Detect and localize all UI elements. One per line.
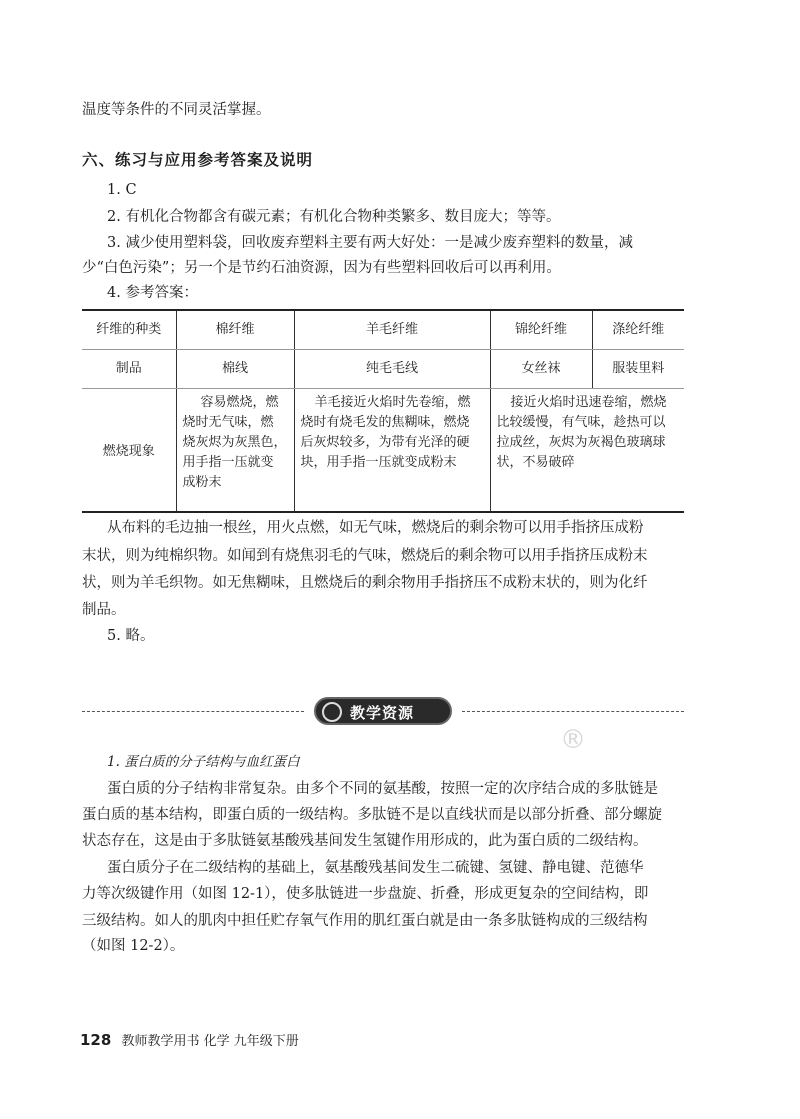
badge-label: 教学资源 (350, 704, 415, 722)
paragraph-line: 蛋白质的分子结构非常复杂。由多个不同的氨基酸，按照一定的次序结合成的多肽链是 (107, 781, 658, 797)
paragraph-line: 三级结构。如人的肌肉中担任贮存氧气作用的肌红蛋白就是由一条多肽链构成的三级结构 (82, 913, 648, 929)
answer-item-4: 4. 参考答案： (107, 285, 198, 301)
intro-line: 温度等条件的不同灵活掌握。 (82, 102, 271, 118)
teaching-resources-badge (314, 697, 452, 725)
table-cell: 棉线 (176, 350, 294, 389)
table-cell: 制品 (82, 350, 176, 389)
table-header-cell: 羊毛纤维 (294, 310, 490, 350)
teaching-resources-banner (82, 697, 684, 727)
table-cell-wool-burning: 羊毛接近火焰时先卷缩，燃 烧时有烧毛发的焦糊味，燃烧 后灰烬较多，为带有光泽的硬 块，用手指一压就变成粉末 (294, 389, 490, 513)
answer-item-2: 2. 有机化合物都含有碳元素；有机化合物种类繁多、数目庞大；等等。 (107, 209, 561, 225)
table-cell-cotton-burning: 容易燃烧，燃 烧时无气味，燃 烧灰烬为灰黑色， 用手指一压就变 成粉末 (176, 389, 294, 513)
page-footer (80, 1030, 299, 1049)
table-cell: 服装里料 (592, 350, 684, 389)
table-header-cell: 涤纶纤维 (592, 310, 684, 350)
paragraph-line: 末状，则为纯棉织物。如闻到有烧焦羽毛的气味，燃烧后的剩余物可以用手指挤压成粉末 (82, 548, 648, 564)
table-row-burning (82, 389, 684, 513)
fiber-table (82, 309, 684, 513)
page-number: 128 (80, 1031, 112, 1049)
paragraph-line: 从布料的毛边抽一根丝，用火点燃，如无气味，燃烧后的剩余物可以用手指挤压成粉 (107, 520, 644, 536)
watermark-mark: ® (560, 725, 586, 755)
paragraph-line: 状，则为羊毛织物。如无焦糊味，且燃烧后的剩余物用手指挤压不成粉末状的，则为化纤 (82, 575, 648, 591)
table-header-row (82, 310, 684, 350)
paragraph-line: （如图 12-2）。 (82, 938, 185, 954)
answer-item-3: 3. 减少使用塑料袋，回收废弃塑料主要有两大好处：一是减少废弃塑料的数量，减 (107, 235, 633, 251)
table-cell: 燃烧现象 (82, 389, 176, 513)
section-heading: 六、练习与应用参考答案及说明 (82, 151, 314, 169)
resource-subtitle: 1. 蛋白质的分子结构与血红蛋白 (107, 754, 300, 770)
table-header-cell: 纤维的种类 (82, 310, 176, 350)
table-header-cell: 锦纶纤维 (490, 310, 592, 350)
table-header-cell: 棉纤维 (176, 310, 294, 350)
answer-item-3-cont: 少“白色污染”；另一个是节约石油资源，因为有些塑料回收后可以再利用。 (82, 260, 561, 276)
paragraph-line: 状态存在，这是由于多肽链氨基酸残基间发生氢键作用形成的，此为蛋白质的二级结构。 (82, 833, 648, 849)
paragraph-line: 蛋白质分子在二级结构的基础上，氨基酸残基间发生二硫键、氢键、静电键、范德华 (107, 860, 644, 876)
paragraph-line: 制品。 (82, 602, 126, 618)
table-cell: 女丝袜 (490, 350, 592, 389)
paragraph-line: 蛋白质的基本结构，即蛋白质的一级结构。多肽链不是以直线状而是以部分折叠、部分螺旋 (82, 807, 662, 823)
book-title: 教师教学用书 化学 九年级下册 (121, 1034, 299, 1049)
swirl-logo-icon (322, 702, 342, 722)
answer-item-5: 5. 略。 (107, 628, 155, 644)
divider (82, 711, 304, 712)
table-row-products (82, 350, 684, 389)
paragraph-line: 力等次级键作用（如图 12-1），使多肽链进一步盘旋、折叠，形成更复杂的空间结构，即 (82, 886, 649, 902)
answer-item-1: 1. C (107, 182, 137, 198)
divider (462, 711, 684, 712)
table-cell: 纯毛毛线 (294, 350, 490, 389)
table-cell-synthetic-burning: 接近火焰时迅速卷缩，燃烧 比较缓慢，有气味，趁热可以 拉成丝，灰烬为灰褐色玻璃球 状，不易破碎 (490, 389, 684, 513)
